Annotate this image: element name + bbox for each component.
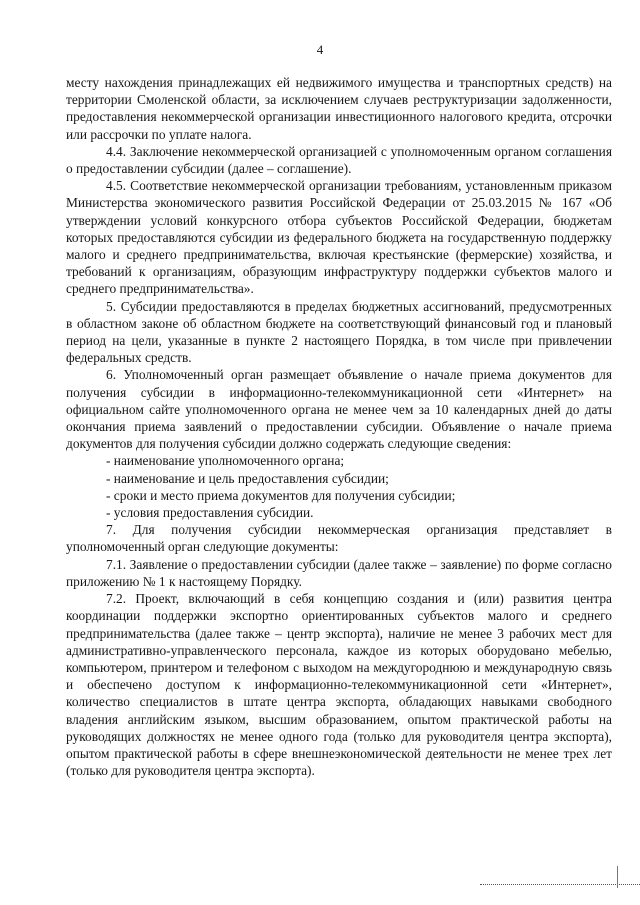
scan-edge-mark <box>617 866 618 888</box>
paragraph-4-4: 4.4. Заключение некоммерческой организацией с уполномоченным органом соглашения о предоставлении субсидии (далее – соглашение). <box>66 143 612 177</box>
paragraph-7: 7. Для получения субсидии некоммерческая организация представляет в уполномоченный орган следующие документы: <box>66 522 612 555</box>
paragraph-5: 5. Субсидии предоставляются в пределах бюджетных ассигнований, предусмотренных в областном законе об областном бюджете на соответствующий финансовый год и плановый период на цели, указанные в пункте 2 настоящего Порядка, в том числе при привлечении федеральных средств. <box>66 298 612 366</box>
paragraph-6: 6. Уполномоченный орган размещает объявление о начале приема документов для получения субсидии в информационно-телекоммуникационной сети «Интернет» на официальном сайте уполномоченного органа не менее чем за 10 календарных дней до даты окончания приема заявлений о предоставлении субсидии. Объявление о начале приема документов для получения субсидии должно содержать следующие сведения: <box>66 367 612 452</box>
list-item: - наименование уполномоченного органа; <box>106 453 345 469</box>
document-body <box>66 74 612 779</box>
list-item: - условия предоставления субсидии. <box>106 505 314 521</box>
paragraph-4-5: 4.5. Соответствие некоммерческой организации требованиям, установленным приказом Министерства экономического развития Российской Федерации от 25.03.2015 № 167 «Об утверждении условий конкурсного отбора субъектов Российской Федерации, бюджетам которых предоставляются субсидии из федерального бюджета на государственную поддержку малого и среднего предпринимательства, включая крестьянские (фермерские) хозяйства, и требований к организациям, образующим инфраструктуру поддержки субъектов малого и среднего предпринимательства». <box>66 178 612 297</box>
paragraph-7-1: 7.1. Заявление о предоставлении субсидии (далее также – заявление) по форме согласно приложению № 1 к настоящему Порядку. <box>66 556 612 589</box>
paragraph-7-2: 7.2. Проект, включающий в себя концепцию создания и (или) развития центра координации поддержки экспортно ориентированных субъектов малого и среднего предпринимательства (далее также – центр экспорта), наличие не менее 3 рабочих мест для административно-управленческого персонала, каждое из которых оборудовано мебелью, компьютером, принтером и телефоном с выходом на междугороднюю и международную связь и обеспечено доступом к информационно-телекоммуникационной сети «Интернет», количество специалистов в штате центра экспорта, обладающих навыками свободного владения английским языком, высшим образованием, опытом практической работы на руководящих должностях не менее одного года (только для руководителя центра экспорта), опытом практической работы в сфере внешнеэкономической деятельности не менее трех лет (только для руководителя центра экспорта). <box>66 591 612 779</box>
list-item: - сроки и место приема документов для получения субсидии; <box>106 487 456 503</box>
paragraph-continuation: месту нахождения принадлежащих ей недвижимого имущества и транспортных средств) на территории Смоленской области, за исключением случаев реструктуризации задолженности, предоставления некоммерческой организации инвестиционного налогового кредита, отсрочки или рассрочки по уплате налога. <box>66 75 612 142</box>
list-item: - наименование и цель предоставления субсидии; <box>106 470 389 486</box>
scan-bottom-rule <box>480 884 640 885</box>
page-number: 4 <box>316 42 324 57</box>
